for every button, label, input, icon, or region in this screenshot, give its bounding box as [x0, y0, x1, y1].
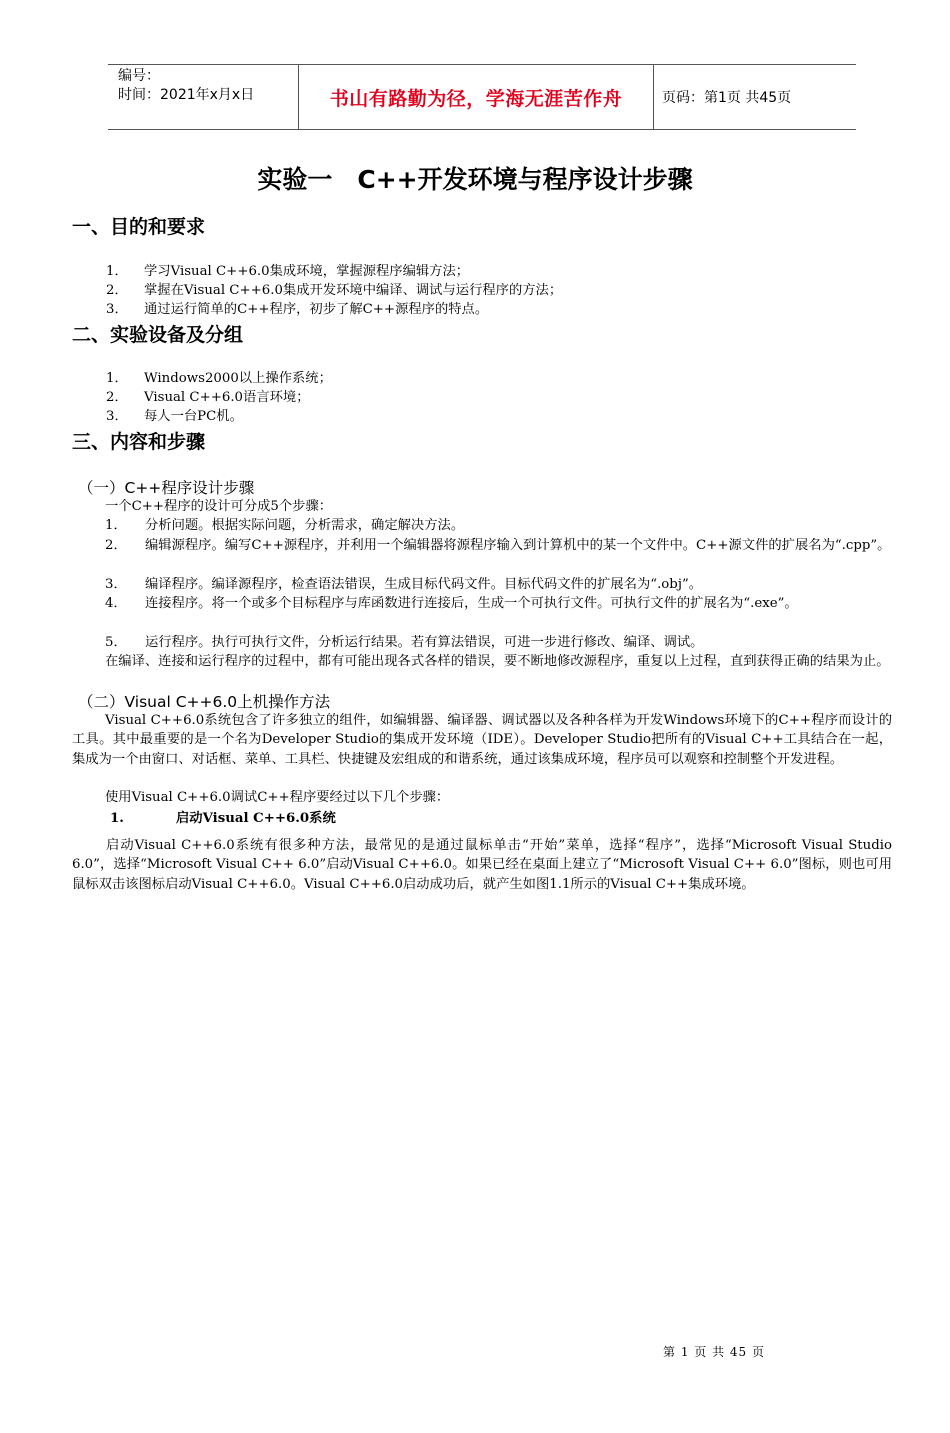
header-page-info: 页码：第1页 共45页: [662, 90, 792, 106]
document-title: 实验一 C++开发环境与程序设计步骤: [257, 165, 693, 194]
header-number-label: 编号：: [118, 68, 160, 84]
step-item: [72, 575, 892, 594]
step-heading: [110, 807, 336, 826]
list-item-number: 2．: [106, 390, 128, 405]
step-heading-text: 启动Visual C++6.0系统: [176, 811, 336, 826]
paragraph: [72, 836, 892, 894]
step-item: [72, 516, 892, 535]
paragraph-text: 使用Visual C++6.0调试C++程序要经过以下几个步骤：: [105, 790, 450, 805]
paragraph: [72, 497, 892, 516]
subsection-2-heading: （二）Visual C++6.0上机操作方法: [78, 693, 331, 711]
step-text: 运行程序。执行可执行文件，分析运行结果。若有算法错误，可进一步进行修改、编译、调试。: [145, 635, 704, 650]
list-item-text: 学习Visual C++6.0集成环境，掌握源程序编辑方法；: [144, 264, 470, 279]
step-text: 编辑源程序。编写C++源程序，并利用一个编辑器将源程序输入到计算机中的某一个文件中。C++源文件的扩展名为“.cpp”。: [145, 538, 891, 553]
paragraph-text: 在编译、连接和运行程序的过程中，都有可能出现各式各样的错误，要不断地修改源程序，重复以上过程，直到获得正确的结果为止。: [105, 654, 890, 669]
step-number: 3．: [105, 577, 127, 592]
step-number: 5．: [105, 635, 127, 650]
paragraph-text: 启动Visual C++6.0系统有很多种方法，最常见的是通过鼠标单击“开始”菜单，选择“程序”，选择“Microsoft Visual Studio 6.0”，选择“Microsoft Visual C++ 6.0”启动Visual C++6.0。如果已经在桌面上建立了“Microsoft Visual C++ 6.0”图标，则也可用鼠标双击该图标启动Visual C++6.0。Visual C++6.0启动成功后，就产生如图1.1所示的Visual C++集成环境。: [72, 838, 892, 892]
list-item: [106, 281, 562, 300]
step-text: 编译程序。编译源程序，检查语法错误，生成目标代码文件。目标代码文件的扩展名为“.obj”。: [145, 577, 703, 592]
step-text: 分析问题。根据实际问题，分析需求，确定解决方法。: [145, 518, 465, 533]
paragraph-text: Visual C++6.0系统包含了许多独立的组件，如编辑器、编译器、调试器以及各种各样为开发Windows环境下的C++程序而设计的工具。其中最重要的是一个名为Developer Studio的集成开发环境（IDE）。Developer Studio把所有的Visual C++工具结合在一起，集成为一个由窗口、对话框、菜单、工具栏、快捷键及宏组成的和谐系统，通过该集成环境，程序员可以观察和控制整个开发进程。: [72, 713, 892, 767]
step-item: [72, 594, 892, 613]
paragraph: [72, 788, 892, 807]
list-item-text: Windows2000以上操作系统；: [144, 371, 332, 386]
subsection-1-heading: （一）C++程序设计步骤: [78, 479, 255, 497]
list-item: [106, 388, 310, 407]
page-header: [108, 64, 856, 130]
list-item-text: 通过运行简单的C++程序，初步了解C++源程序的特点。: [144, 302, 489, 317]
paragraph: [72, 711, 892, 769]
list-item-number: 1．: [106, 371, 128, 386]
header-time-label: 时间：2021年x月x日: [118, 87, 255, 103]
section-2-heading: 二、实验设备及分组: [72, 324, 244, 346]
page-footer: 第 1 页 共 45 页: [663, 1345, 765, 1359]
list-item: [106, 300, 488, 319]
section-3-heading: 三、内容和步骤: [72, 431, 206, 453]
list-item-text: 掌握在Visual C++6.0集成开发环境中编译、调试与运行程序的方法；: [144, 283, 563, 298]
list-item-text: Visual C++6.0语言环境；: [144, 390, 310, 405]
list-item: [106, 407, 243, 426]
step-number: 1．: [105, 518, 127, 533]
list-item-number: 3．: [106, 409, 128, 424]
step-number: 2．: [105, 538, 127, 553]
list-item-number: 2．: [106, 283, 128, 298]
list-item-number: 1．: [106, 264, 128, 279]
step-heading-number: 1.: [110, 811, 124, 826]
step-number: 4．: [105, 596, 127, 611]
header-motto-cell: [298, 65, 654, 129]
paragraph: [72, 652, 892, 671]
paragraph-text: 一个C++程序的设计可分成5个步骤：: [105, 499, 333, 514]
header-motto: 书山有路勤为径，学海无涯苦作舟: [329, 87, 623, 110]
list-item-number: 3．: [106, 302, 128, 317]
step-text: 连接程序。将一个或多个目标程序与库函数进行连接后，生成一个可执行文件。可执行文件的扩展名为“.exe”。: [145, 596, 798, 611]
step-item: [72, 633, 892, 652]
list-item: [106, 369, 332, 388]
header-meta: [118, 67, 298, 105]
step-item: [72, 536, 892, 555]
list-item-text: 每人一台PC机。: [144, 409, 243, 424]
section-1-heading: 一、目的和要求: [72, 216, 206, 238]
list-item: [106, 262, 469, 281]
